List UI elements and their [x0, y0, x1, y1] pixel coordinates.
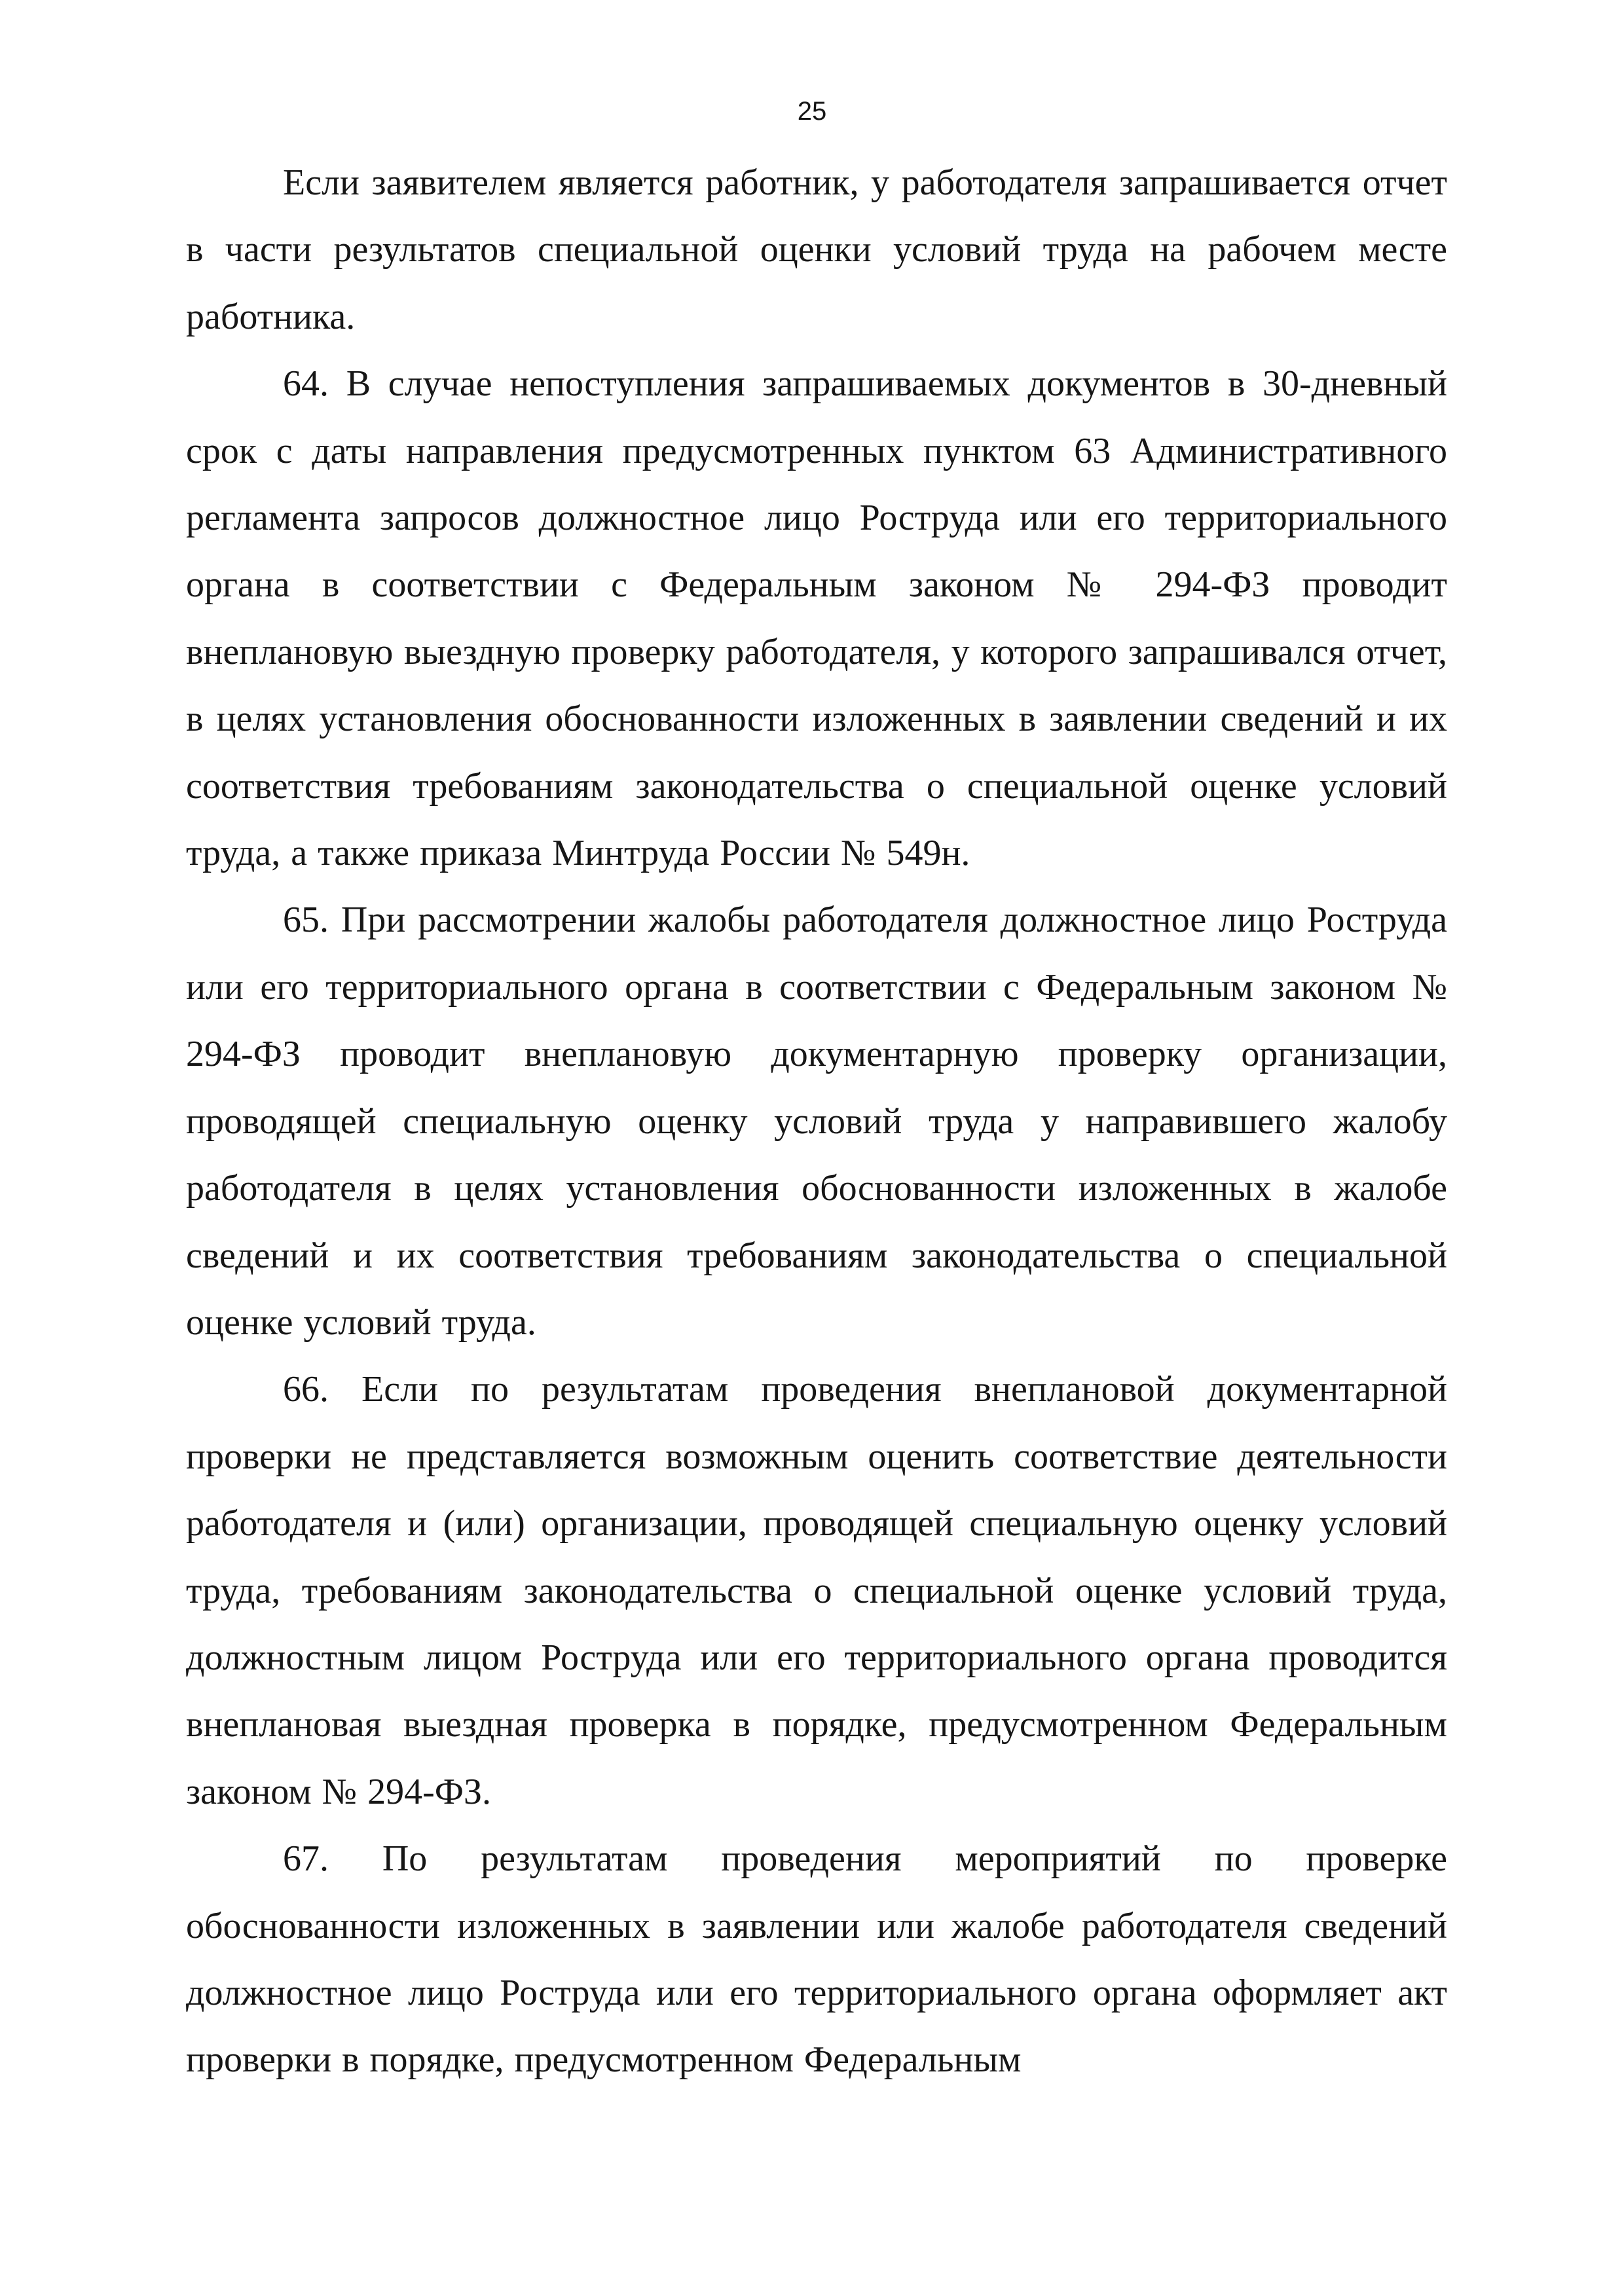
paragraph-intro: Если заявителем является работник, у работодателя запрашивается отчет в части результатов специальной оценки условий труда на рабочем месте работника.: [186, 162, 1447, 337]
paragraph-64: 64. В случае непоступления запрашиваемых документов в 30-дневный срок с даты направления предусмотренных пунктом 63 Административного регламента запросов должностное лицо Роструда или его территориального органа в соответствии с Федеральным законом № 294-ФЗ проводит внеплановую выездную проверку работодателя, у которого запрашивался отчет, в целях установления обоснованности изложенных в заявлении сведений и их соответствия требованиям законодательства о специальной оценке условий труда, а также приказа Минтруда России № 549н.: [186, 363, 1447, 874]
paragraph-67: 67. По результатам проведения мероприятий по проверке обоснованности изложенных в заявлении или жалобе работодателя сведений должностное лицо Роструда или его территориального органа оформляет акт проверки в порядке, предусмотренном Федеральным: [186, 1838, 1447, 2081]
paragraph-66: 66. Если по результатам проведения внеплановой документарной проверки не представляется возможным оценить соответствие деятельности работодателя и (или) организации, проводящей специальную оценку условий труда, требованиям законодательства о специальной оценке условий труда, должностным лицом Роструда или его территориального органа проводится внеплановая выездная проверка в порядке, предусмотренном Федеральным законом № 294-ФЗ.: [186, 1369, 1447, 1812]
page-number: 25: [797, 97, 827, 126]
paragraph-65: 65. При рассмотрении жалобы работодателя должностное лицо Роструда или его территориального органа в соответствии с Федеральным законом № 294-ФЗ проводит внеплановую документарную проверку организации, проводящей специальную оценку условий труда у направившего жалобу работодателя в целях установления обоснованности изложенных в жалобе сведений и их соответствия требованиям законодательства о специальной оценке условий труда.: [186, 900, 1447, 1343]
document-body: [186, 149, 1447, 2094]
